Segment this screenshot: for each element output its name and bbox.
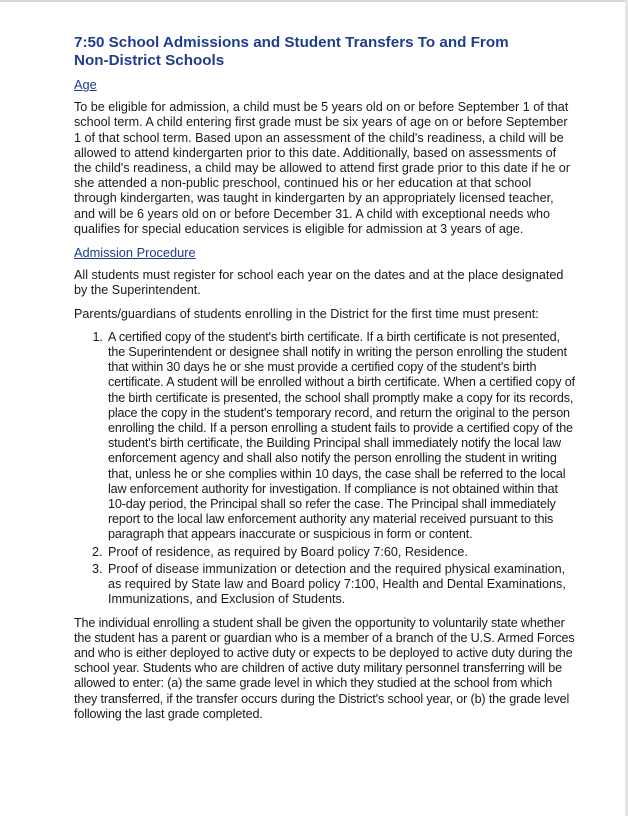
- age-paragraph: To be eligible for admission, a child must be 5 years old on or before September 1 of that school term. A child entering first grade must be six years of age on or before September 1 of that school term. Based upon an assessment of the child's readiness, a child will be allowed to attend kindergarten prior to this date. Additionally, based on assessments of the child's readiness, a child may be allowed to attend first grade prior to this date if he or she attended a non-public preschool, continued his or her education at that school through kindergarten, was taught in kindergarten by an appropriately licensed teacher, and will be 6 years old on or before December 31. A child with exceptional needs who qualifies for special education services is eligible for admission at 3 years of age.: [74, 100, 570, 236]
- document-title: 7:50 School Admissions and Student Transfers To and From Non-District Schools: [74, 34, 509, 69]
- first-time-paragraph: Parents/guardians of students enrolling in the District for the first time must present:: [74, 306, 539, 321]
- requirements-list: [70, 330, 575, 608]
- section-heading-admission-procedure: Admission Procedure: [74, 245, 196, 261]
- registration-paragraph: All students must register for school each year on the dates and at the place designated by the Superintendent.: [74, 268, 564, 298]
- military-paragraph: The individual enrolling a student shall be given the opportunity to voluntarily state whether the student has a parent or guardian who is a member of a branch of the U.S. Armed Forces and who is either deployed to active duty or expects to be deployed to active duty during the school year. Students who are children of active duty military personnel transferring will be allowed to enter: (a) the same grade level in which they studied at the school from which they transferred, if the transfer occurs during the District's school year, or (b) the grade level following the last grade completed.: [74, 615, 575, 721]
- scan-edge-top: [0, 0, 628, 2]
- list-item: 3. Proof of disease immunization or detection and the required physical examination, as required by State law and Board policy 7:100, Health and Dental Examinations, Immunizations, and Exclusion of Students.: [106, 562, 575, 608]
- list-item: 2. Proof of residence, as required by Board policy 7:60, Residence.: [106, 545, 575, 560]
- list-item: 1. A certified copy of the student's birth certificate. If a birth certificate is not presented, the Superintendent or designee shall notify in writing the person enrolling the student that within 30 days he or she must provide a certified copy of the student's birth certificate. A student will be enrolled without a birth certificate. When a certified copy of the birth certificate is presented, the school shall promptly make a copy for its records, place the copy in the student's temporary record, and return the original to the person enrolling the child. If a person enrolling a student fails to provide a certified copy of the student's birth certificate, the Building Principal shall immediately notify the local law enforcement agency and shall also notify the person enrolling the student in writing that, unless he or she complies within 10 days, the case shall be referred to the local law enforcement authority for investigation. If compliance is not obtained within that 10-day period, the Principal shall so refer the case. The Principal shall immediately report to the local law enforcement authority any material received pursuant to this paragraph that appears inaccurate or suspicious in form or content.: [106, 330, 575, 543]
- document-page: [70, 34, 575, 730]
- section-heading-age: Age: [74, 77, 97, 92]
